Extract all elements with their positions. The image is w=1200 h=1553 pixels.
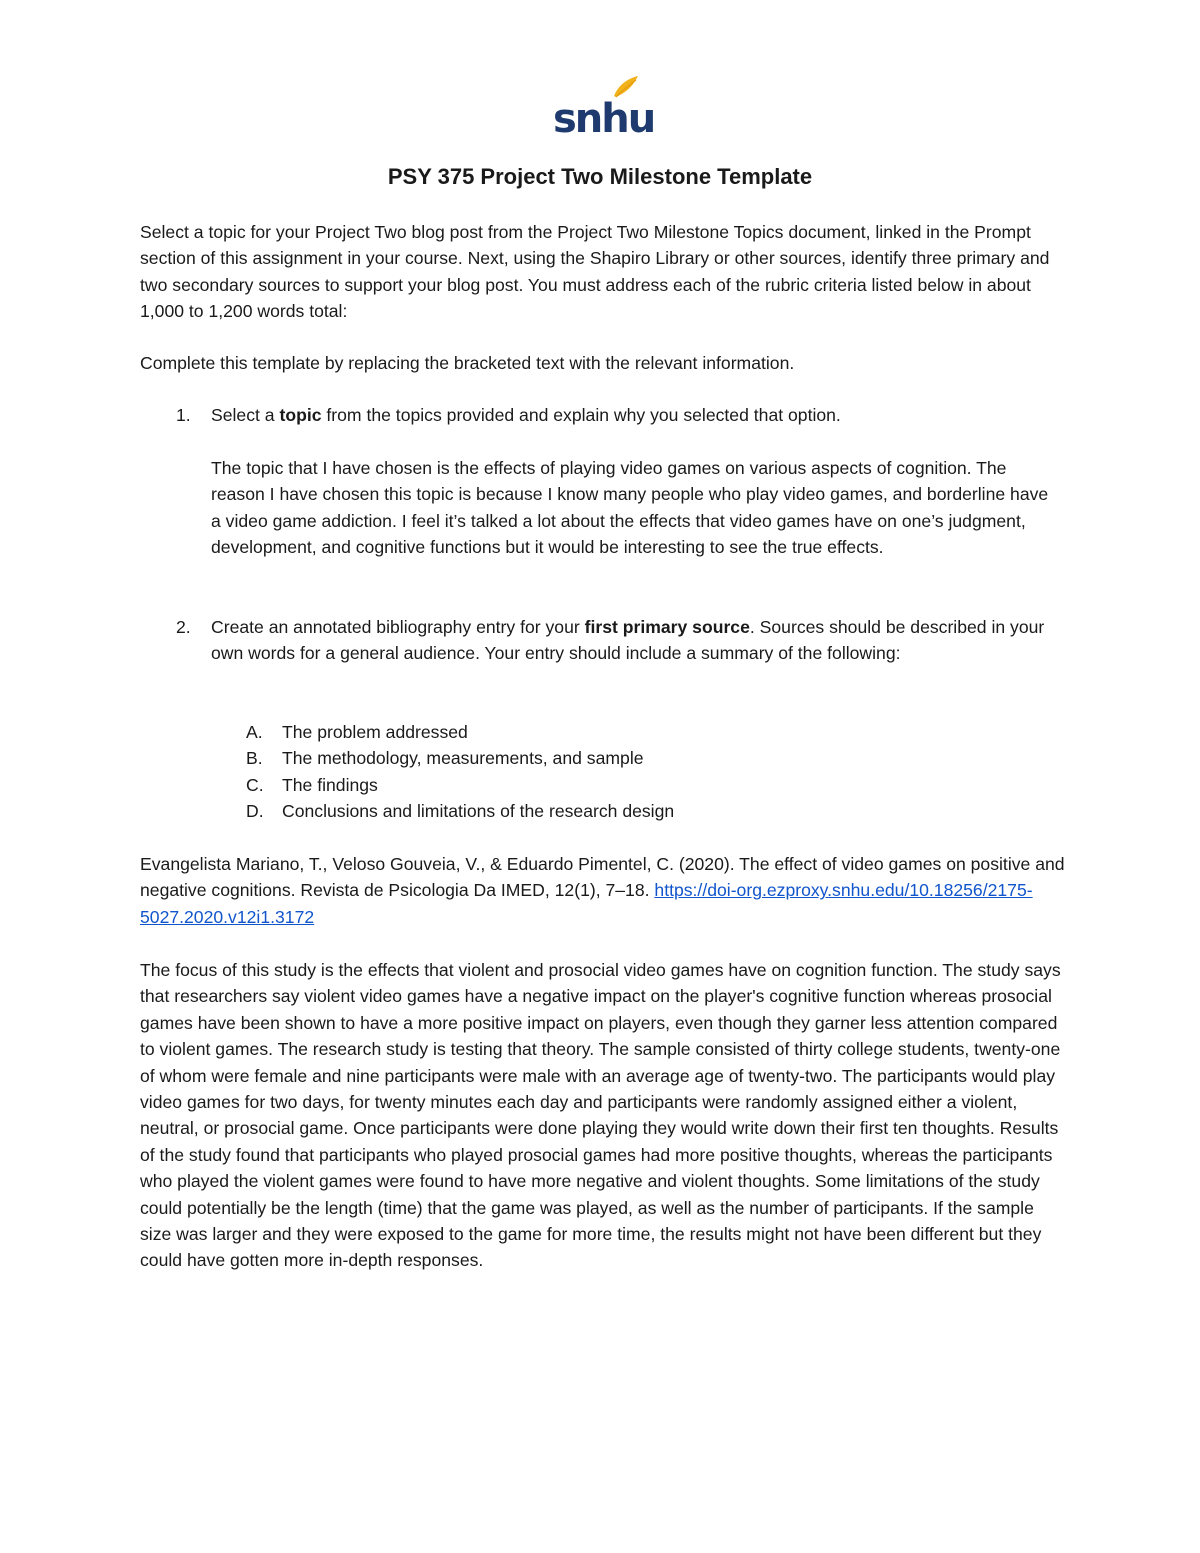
sublist-letter: B.: [246, 748, 263, 769]
item-2-prefix: Create an annotated bibliography entry for your: [211, 617, 585, 637]
sublist-item: [246, 745, 674, 771]
item-1-prefix: Select a: [211, 405, 280, 425]
doi-link[interactable]: https://doi-org.ezproxy.snhu.edu/10.18256/2175-5027.2020.v12i1.3172: [140, 880, 1033, 927]
sublist-item: [246, 772, 674, 798]
sublist-letter: C.: [246, 774, 264, 795]
item-1-answer: The topic that I have chosen is the effects of playing video games on various aspects of cognition. The reason I have chosen this topic is because I know many people who play video games, and borderline have a video game addiction. I feel it’s talked a lot about the effects that video games have on one’s judgment, development, and cognitive functions but it would be interesting to see the true effects.: [211, 458, 1049, 558]
instructions-paragraph: Complete this template by replacing the bracketed text with the relevant information.: [140, 353, 795, 373]
sublist-text: Conclusions and limitations of the research design: [282, 801, 675, 822]
sublist-text: The findings: [282, 774, 378, 795]
item-2-prompt: [211, 614, 1061, 667]
sublist-letter: A.: [246, 722, 263, 742]
item-1-prompt: [211, 402, 1061, 428]
item-1-number: 1.: [176, 405, 191, 425]
sublist-text: The problem addressed: [282, 722, 468, 742]
intro-paragraph: Select a topic for your Project Two blog post from the Project Two Milestone Topics document, linked in the Prompt section of this assignment in your course. Next, using the Shapiro Library or other sources, identify three primary and two secondary sources to support your blog post. You must address each of the rubric criteria listed below in about 1,000 to 1,200 words total:: [140, 222, 1050, 322]
snhu-logo: [552, 74, 655, 142]
item-2-sublist: [246, 719, 674, 825]
logo-wordmark: snhu: [553, 96, 655, 142]
item-1-emphasis: topic: [279, 405, 322, 425]
item-2-emphasis: first primary source: [584, 617, 750, 637]
sublist-item: [246, 798, 674, 824]
sublist-item: [246, 719, 674, 745]
citation-paragraph: [140, 851, 1070, 930]
sublist-text: The methodology, measurements, and sample: [282, 748, 644, 769]
item-2-number: 2.: [176, 617, 191, 637]
document-title: PSY 375 Project Two Milestone Template: [387, 164, 813, 189]
item-2-suffix: . Sources should be described in your own words for a general audience. Your entry should include a summary of the following:: [211, 617, 1045, 664]
item-1-suffix: from the topics provided and explain why you selected that option.: [321, 405, 841, 425]
sublist-letter: D.: [246, 801, 264, 822]
citation-text: Evangelista Mariano, T., Veloso Gouveia, V., & Eduardo Pimentel, C. (2020). The effect of video games on positive and negative cognitions. Revista de Psicologia Da IMED, 12(1), 7–18.: [140, 854, 1065, 901]
summary-paragraph: The focus of this study is the effects that violent and prosocial video games have on cognition function. The study says that researchers say violent video games have a negative impact on the player's cognitive function whereas prosocial games have been shown to have a more positive impact on players, even though they garner less attention compared to violent games. The research study is testing that theory. The sample consisted of thirty college students, twenty-one of whom were female and nine participants were male with an average age of twenty-two. The participants would play video games for two days, for twenty minutes each day and participants were randomly assigned either a violent, neutral, or prosocial game. Once participants were done playing they would write down their first ten thoughts. Results of the study found that participants who played prosocial games had more positive thoughts, whereas the participants who played the violent games were found to have more negative and violent thoughts. Some limitations of the study could potentially be the length (time) that the game was played, as well as the number of participants. If the sample size was larger and they were exposed to the game for more time, the results might not have been different but they could have gotten more in-depth responses.: [140, 960, 1061, 1271]
